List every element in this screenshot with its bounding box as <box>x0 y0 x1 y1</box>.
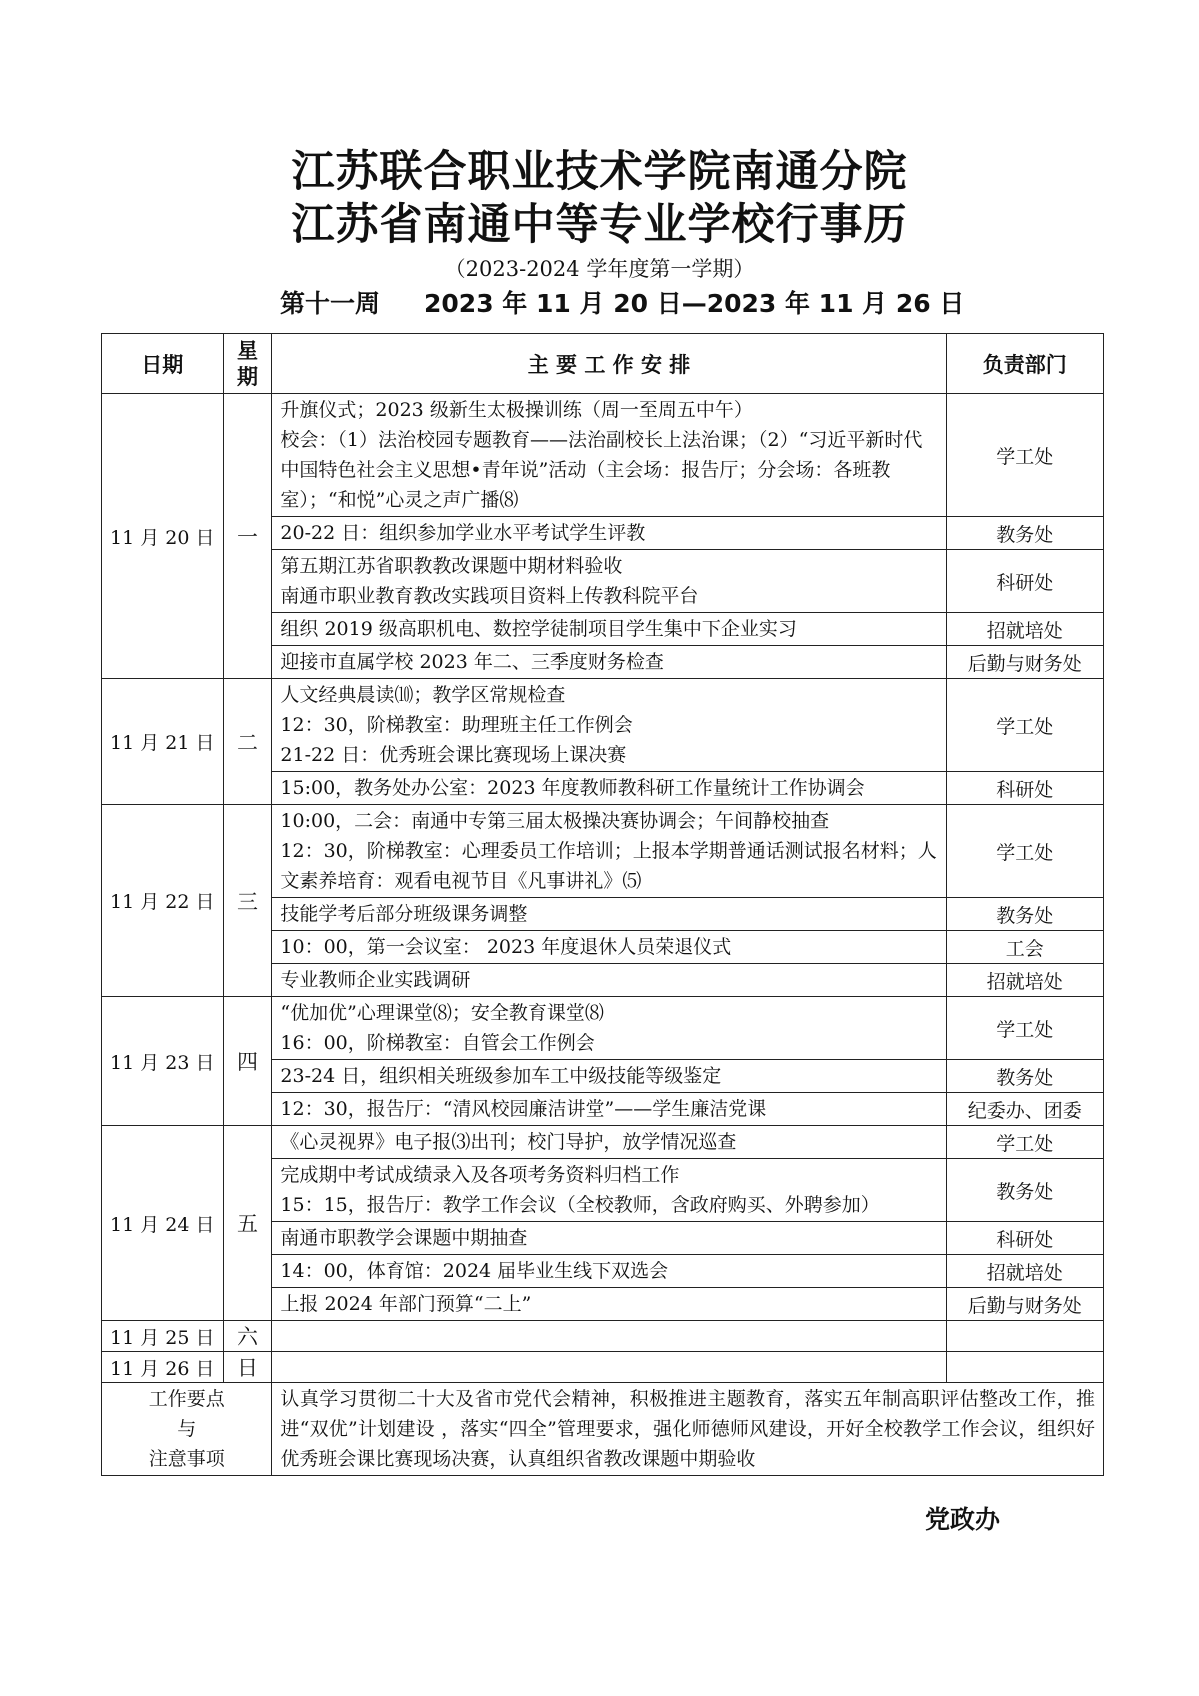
dept-cell: 学工处 <box>946 394 1103 517</box>
dept-cell: 学工处 <box>946 805 1103 898</box>
weekday-cell: 日 <box>223 1352 272 1383</box>
term-subtitle: （2023-2024 学年度第一学期） <box>444 257 755 281</box>
dept-cell: 教务处 <box>946 517 1103 550</box>
task-line: 南通市职业教育教改实践项目资料上传教科院平台 <box>280 585 699 607</box>
task-line: 南通市职教学会课题中期抽查 <box>280 1227 528 1249</box>
task-cell <box>272 964 946 997</box>
task-cell <box>272 772 946 805</box>
task-line: 专业教师企业实践调研 <box>280 969 471 991</box>
task-line: 23-24 日，组织相关班级参加车工中级技能等级鉴定 <box>280 1065 722 1087</box>
task-line: 21-22 日：优秀班会课比赛现场上课决赛 <box>280 744 627 766</box>
table-row <box>102 1352 1104 1383</box>
task-line: 人文经典晨读⑽；教学区常规检查 <box>280 684 566 706</box>
task-cell <box>272 1222 946 1255</box>
dept-cell: 工会 <box>946 931 1103 964</box>
notes-label-line: 与 <box>177 1418 197 1440</box>
table-row <box>102 1126 1104 1159</box>
signature: 党政办 <box>925 1505 1001 1534</box>
task-cell <box>272 805 946 898</box>
date-cell: 11 月 20 日 <box>102 394 224 679</box>
table-header-row <box>102 334 1104 394</box>
date-cell: 11 月 24 日 <box>102 1126 224 1321</box>
table-row <box>102 1321 1104 1352</box>
weekday-cell: 五 <box>223 1126 272 1321</box>
date-cell: 11 月 25 日 <box>102 1321 224 1352</box>
task-line: 16：00，阶梯教室：自管会工作例会 <box>280 1032 595 1054</box>
dept-cell: 学工处 <box>946 997 1103 1060</box>
dept-cell: 纪委办、团委 <box>946 1093 1103 1126</box>
date-range: 2023 年 11 月 20 日—2023 年 11 月 26 日 <box>424 289 965 318</box>
dept-cell: 招就培处 <box>946 1255 1103 1288</box>
weekday-cell: 六 <box>223 1321 272 1352</box>
task-line: 升旗仪式；2023 级新生太极操训练（周一至周五中午） <box>280 399 753 421</box>
task-cell <box>272 1159 946 1222</box>
task-cell <box>272 646 946 679</box>
dept-cell: 教务处 <box>946 1060 1103 1093</box>
task-line: 10:00，二会：南通中专第三届太极操决赛协调会；午间静校抽查 <box>280 810 830 832</box>
task-cell <box>272 1288 946 1321</box>
task-line: 12：30，阶梯教室：心理委员工作培训；上报本学期普通话测试报名材料；人文素养培育：观看电视节目《凡事讲礼》⑸ <box>280 840 937 892</box>
dept-cell: 教务处 <box>946 1159 1103 1222</box>
schedule-body <box>102 394 1104 1476</box>
task-line: 《心灵视界》电子报⑶出刊；校门导护，放学情况巡查 <box>280 1131 737 1153</box>
notes-label-line: 注意事项 <box>148 1448 225 1470</box>
task-line: 组织 2019 级高职机电、数控学徒制项目学生集中下企业实习 <box>280 618 797 640</box>
task-cell <box>272 517 946 550</box>
task-line: 10：00，第一会议室： 2023 年度退休人员荣退仪式 <box>280 936 732 958</box>
table-row <box>102 997 1104 1060</box>
header-dept: 负责部门 <box>946 334 1103 394</box>
task-line: 技能学考后部分班级课务调整 <box>280 903 528 925</box>
date-cell: 11 月 26 日 <box>102 1352 224 1383</box>
title-line-2: 江苏省南通中等专业学校行事历 <box>291 200 908 250</box>
week-line <box>280 284 964 320</box>
task-cell <box>272 1060 946 1093</box>
notes-label <box>102 1383 272 1476</box>
dept-cell <box>946 1352 1103 1383</box>
task-line: 12：30，报告厅：“清风校园廉洁讲堂”——学生廉洁党课 <box>280 1098 767 1120</box>
task-cell <box>272 1126 946 1159</box>
task-line: 上报 2024 年部门预算“二上” <box>280 1293 532 1315</box>
task-line: 14：00，体育馆：2024 届毕业生线下双选会 <box>280 1260 669 1282</box>
task-line: 12：30，阶梯教室：助理班主任工作例会 <box>280 714 633 736</box>
weekday-cell: 四 <box>223 997 272 1126</box>
task-line: 15：15，报告厅：教学工作会议（全校教师，含政府购买、外聘参加） <box>280 1194 880 1216</box>
dept-cell: 科研处 <box>946 1222 1103 1255</box>
weekday-cell: 三 <box>223 805 272 997</box>
task-cell <box>272 1321 946 1352</box>
task-line: 迎接市直属学校 2023 年二、三季度财务检查 <box>280 651 664 673</box>
notes-label-line: 工作要点 <box>148 1388 225 1410</box>
dept-cell: 学工处 <box>946 679 1103 772</box>
task-cell <box>272 394 946 517</box>
notes-text: 认真学习贯彻二十大及省市党代会精神，积极推进主题教育，落实五年制高职评估整改工作，推进“双优”计划建设 ，落实“四全”管理要求，强化师德师风建设，开好全校教学工作会议，组织好优秀班会课比赛现场决赛，认真组织省教改课题中期验收 <box>272 1383 1104 1476</box>
schedule-table <box>101 333 1104 1476</box>
task-line: 校会：（1）法治校园专题教育——法治副校长上法治课；（2）“习近平新时代中国特色社会主义思想•青年说”活动（主会场：报告厅；分会场：各班教室）；“和悦”心灵之声广播⑻ <box>280 429 923 511</box>
dept-cell <box>946 1321 1103 1352</box>
task-line: 15:00，教务处办公室：2023 年度教师教科研工作量统计工作协调会 <box>280 777 865 799</box>
task-cell <box>272 1255 946 1288</box>
dept-cell: 招就培处 <box>946 613 1103 646</box>
dept-cell: 教务处 <box>946 898 1103 931</box>
dept-cell: 后勤与财务处 <box>946 1288 1103 1321</box>
header-weekday: 星期 <box>223 334 272 394</box>
dept-cell: 后勤与财务处 <box>946 646 1103 679</box>
task-cell <box>272 1093 946 1126</box>
title-line-1: 江苏联合职业技术学院南通分院 <box>291 147 908 197</box>
table-row <box>102 805 1104 898</box>
task-line: 20-22 日：组织参加学业水平考试学生评教 <box>280 522 646 544</box>
dept-cell: 科研处 <box>946 550 1103 613</box>
header-task: 主 要 工 作 安 排 <box>272 334 946 394</box>
task-cell <box>272 679 946 772</box>
notes-row <box>102 1383 1104 1476</box>
date-cell: 11 月 21 日 <box>102 679 224 805</box>
task-cell <box>272 1352 946 1383</box>
header-date: 日期 <box>102 334 224 394</box>
weekday-cell: 二 <box>223 679 272 805</box>
task-cell <box>272 613 946 646</box>
table-row <box>102 679 1104 772</box>
dept-cell: 招就培处 <box>946 964 1103 997</box>
task-line: 完成期中考试成绩录入及各项考务资料归档工作 <box>280 1164 680 1186</box>
table-row <box>102 394 1104 517</box>
date-cell: 11 月 23 日 <box>102 997 224 1126</box>
task-line: 第五期江苏省职教教改课题中期材料验收 <box>280 555 623 577</box>
task-cell <box>272 931 946 964</box>
task-cell <box>272 550 946 613</box>
task-cell <box>272 997 946 1060</box>
dept-cell: 学工处 <box>946 1126 1103 1159</box>
dept-cell: 科研处 <box>946 772 1103 805</box>
task-line: “优加优”心理课堂⑻；安全教育课堂⑻ <box>280 1002 604 1024</box>
weekday-cell: 一 <box>223 394 272 679</box>
date-cell: 11 月 22 日 <box>102 805 224 997</box>
task-cell <box>272 898 946 931</box>
week-label: 第十一周 <box>280 289 381 318</box>
